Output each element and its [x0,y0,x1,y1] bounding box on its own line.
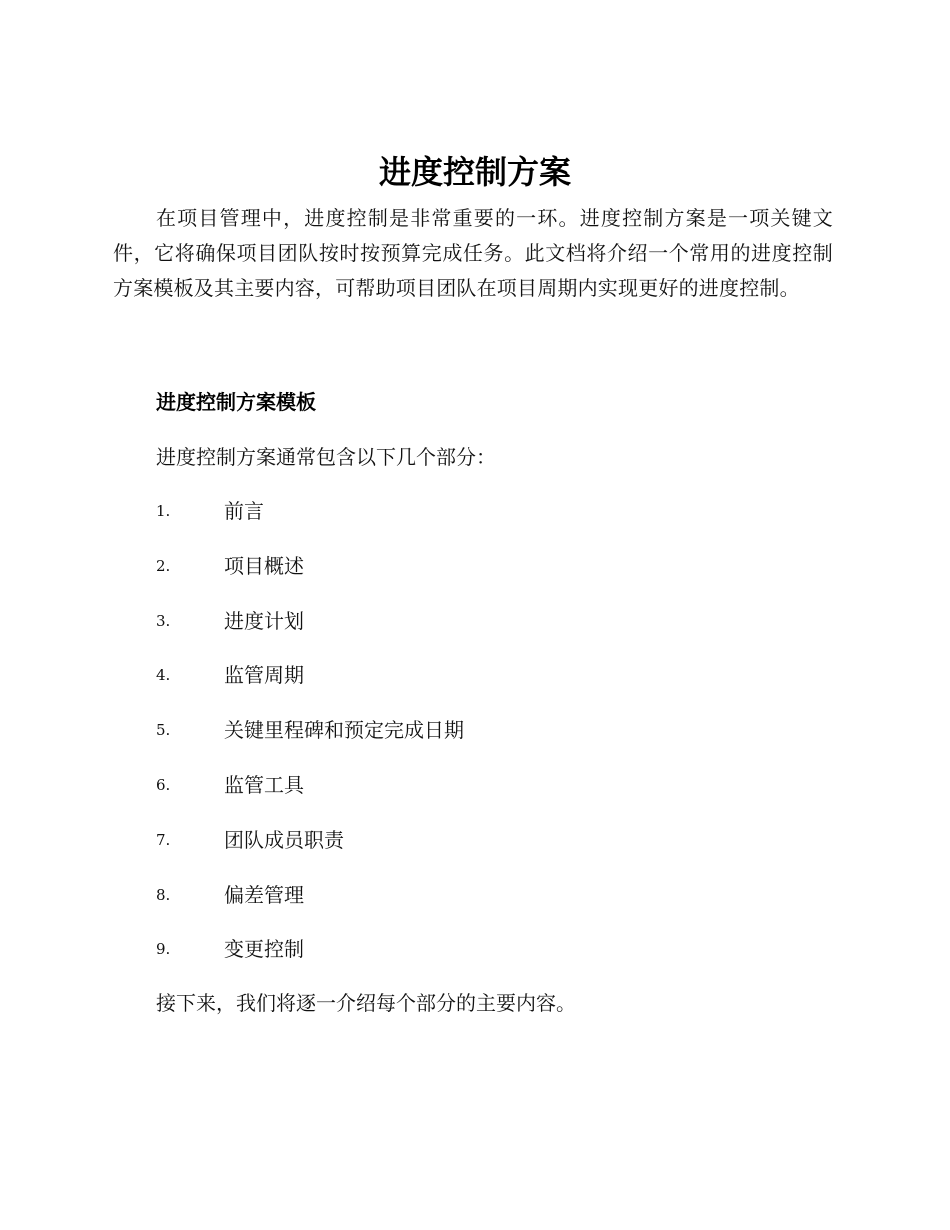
closing-paragraph: 接下来，我们将逐一介绍每个部分的主要内容。 [156,991,576,1015]
intro-paragraph: 在项目管理中，进度控制是非常重要的一环。进度控制方案是一项关键文件，它将确保项目团队按时按预算完成任务。此文档将介绍一个常用的进度控制方案模板及其主要内容，可帮助项目团队在项目周期内实现更好的进度控制。 [113,206,833,300]
list-item [156,715,464,770]
section-heading: 进度控制方案模板 [156,390,316,414]
list-item-number: 7. [156,830,171,849]
list-item-number: 2. [156,556,171,575]
list-item-label: 变更控制 [224,937,304,962]
list-item-label: 关键里程碑和预定完成日期 [224,718,464,743]
list-item [156,880,464,935]
list-item-number: 8. [156,885,171,904]
list-item-label: 团队成员职责 [224,827,344,852]
list-item [156,496,464,551]
list-item-label: 进度计划 [224,608,304,633]
list-item-label: 前言 [224,499,264,523]
list-item-number: 9. [156,940,171,959]
section-list [156,496,464,989]
list-item-number: 3. [156,611,171,630]
list-item [156,770,464,825]
list-item [156,606,464,661]
document-title: 进度控制方案 [378,153,571,191]
list-item-number: 1. [156,502,171,520]
list-item-label: 监管工具 [224,772,304,797]
list-item [156,825,464,880]
list-item [156,551,464,606]
list-item-number: 5. [156,721,171,740]
list-item-number: 4. [156,666,171,685]
list-item-label: 偏差管理 [224,882,304,907]
list-item [156,934,464,989]
list-item-label: 监管周期 [224,663,304,688]
list-item-label: 项目概述 [224,553,304,578]
list-item-number: 6. [156,775,171,794]
list-lead-paragraph: 进度控制方案通常包含以下几个部分： [156,445,496,469]
list-item [156,660,464,715]
